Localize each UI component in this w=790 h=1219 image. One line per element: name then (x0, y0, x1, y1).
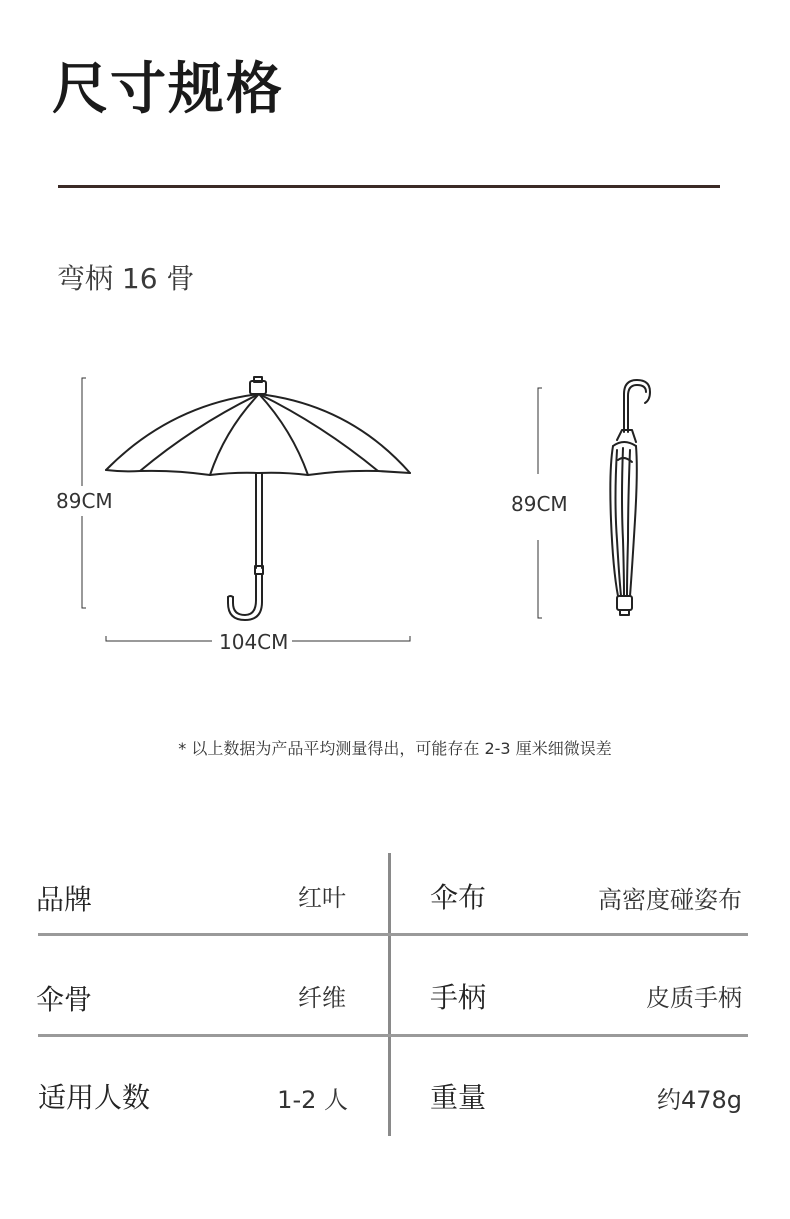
title-divider (58, 185, 720, 188)
spec-value-fabric: 高密度碰姿布 (598, 886, 742, 914)
spec-label-ribs: 伞骨 (36, 983, 93, 1016)
spec-value-weight: 约478g (656, 1086, 742, 1114)
product-subtitle: 弯柄 16 骨 (57, 262, 195, 295)
spec-label-brand: 品牌 (36, 883, 93, 916)
spec-label-weight: 重量 (430, 1081, 487, 1114)
page-title: 尺寸规格 (52, 57, 284, 122)
spec-label-fabric: 伞布 (430, 881, 487, 914)
table-row-divider (38, 933, 748, 936)
table-center-divider (388, 853, 391, 1136)
open-width-label: 104CM (219, 630, 289, 654)
spec-value-handle: 皮质手柄 (646, 984, 742, 1012)
spec-label-handle: 手柄 (430, 981, 487, 1014)
open-height-label: 89CM (56, 489, 113, 513)
table-row-divider (38, 1034, 748, 1037)
spec-value-brand: 红叶 (298, 884, 346, 912)
spec-label-users: 适用人数 (38, 1081, 151, 1114)
spec-value-users: 1-2 人 (277, 1086, 348, 1114)
closed-height-label: 89CM (511, 492, 568, 516)
measurement-note: * 以上数据为产品平均测量得出，可能存在 2-3 厘米细微误差 (178, 739, 612, 758)
spec-value-ribs: 纤维 (298, 984, 346, 1012)
